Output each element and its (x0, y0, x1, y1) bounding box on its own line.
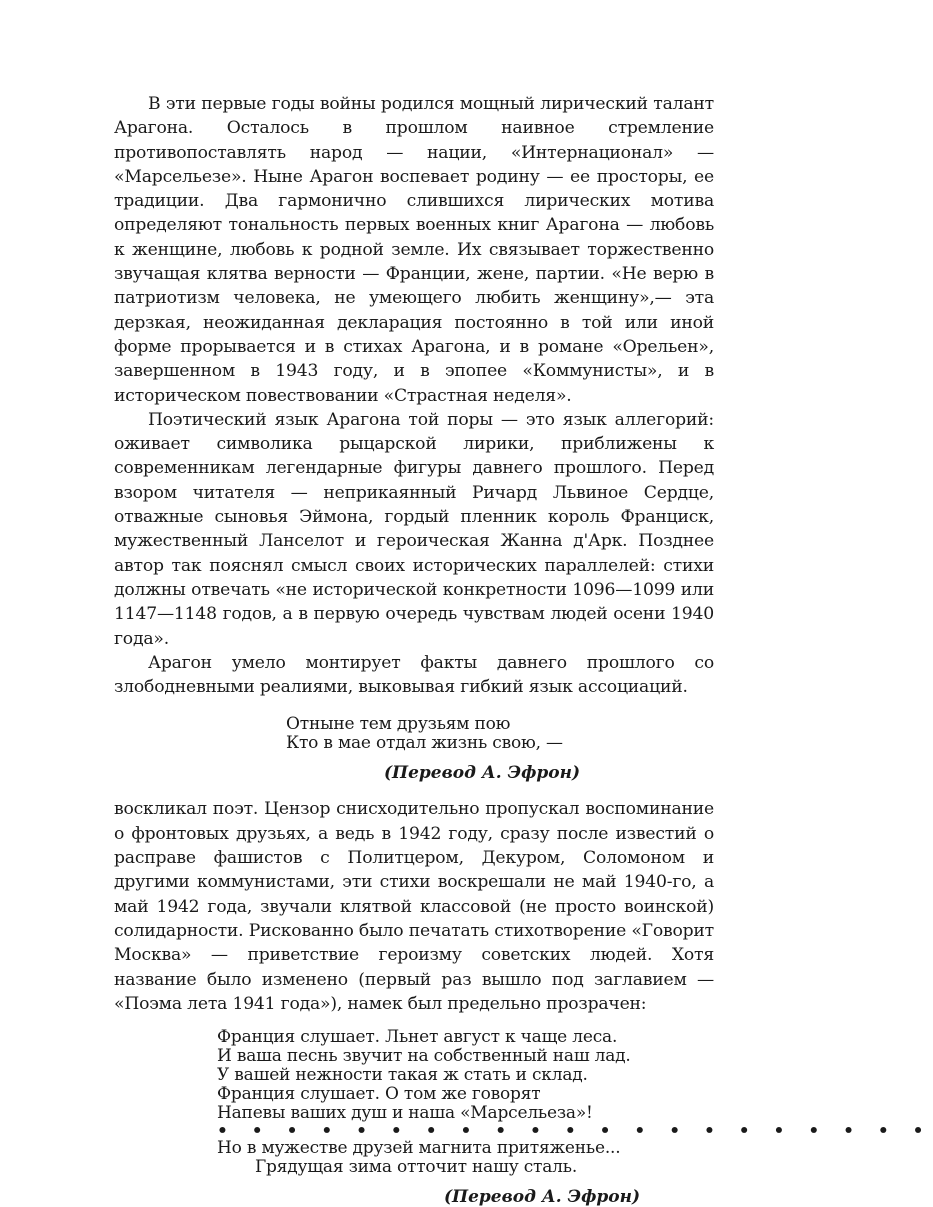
translator-credit-1: (Перевод А. Эфрон) (384, 763, 581, 784)
verse-line: Напевы ваших душ и наша «Марсельеза»! (217, 1103, 593, 1124)
verse-line: Отныне тем друзьям пою (286, 714, 511, 735)
verse-quote-2 (217, 1027, 933, 1178)
verse-line: И ваша песнь звучит на собственный наш лад. (217, 1046, 631, 1067)
verse-line: Но в мужестве друзей магнита притяженье... (217, 1138, 621, 1159)
translator-credit-2: (Перевод А. Эфрон) (444, 1187, 641, 1207)
verse-ellipsis: • • • • • • • • • • • • • • • • • • • • • (217, 1121, 933, 1142)
verse-quote-1 (286, 715, 714, 753)
verse-line: Франция слушает. Льнет август к чаще леса. (217, 1027, 618, 1048)
paragraph-2: Поэтический язык Арагона той поры — это язык аллегорий: оживает символика рыцарской лирики, приближены к современникам легендарные фигуры давнего прошлого. Перед взором читателя — неприкаянный Ричард Львиное Сердце, отважные сыновья Эймона, гордый пленник король Франциск, мужественный Ланселот и героическая Жанна д'Арк. Позднее автор так пояснял смысл своих исторических параллелей: стихи должны отвечать «не исторической конкретности 1096—1099 или 1147—1148 годов, а в первую очередь чувствам людей осени 1940 года». (114, 409, 714, 649)
book-page (114, 92, 933, 1207)
verse-line: Франция слушает. О том же говорят (217, 1084, 541, 1105)
verse-line: У вашей нежности такая ж стать и склад. (217, 1065, 588, 1086)
paragraph-4: воскликал поэт. Цензор снисходительно пропускал воспоминание о фронтовых друзьях, а ведь в 1942 году, сразу после известий о расправе фашистов с Политцером, Декуром, Соломоном и другими коммунистами, эти стихи воскрешали не май 1940-го, а май 1942 года, звучали клятвой классовой (не просто воинской) солидарности. Рискованно было печатать стихотворение «Говорит Москва» — приветствие героизму советских людей. Хотя название было изменено (первый раз вышло под заглавием — «Поэма лета 1941 года»), намек был предельно прозрачен: (114, 799, 714, 1014)
verse-line: Кто в мае отдал жизнь свою, — (286, 733, 563, 754)
verse-line: Грядущая зима отточит нашу сталь. (255, 1157, 578, 1178)
paragraph-1: В эти первые годы войны родился мощный лирический талант Арагона. Осталось в прошлом наивное стремление противопоставлять народ — нации, «Интернационал» — «Марсельезе». Ныне Арагон воспевает родину — ее просторы, ее традиции. Два гармонично слившихся лирических мотива определяют тональность первых военных книг Арагона — любовь к женщине, любовь к родной земле. Их связывает торжественно звучащая клятва верности — Франции, жене, партии. «Не верю в патриотизм человека, не умеющего любить женщину»,— эта дерзкая, неожиданная декларация постоянно в той или иной форме прорывается и в стихах Арагона, и в романе «Орельен», завершенном в 1943 году, и в эпопее «Коммунисты», и в историческом повествовании «Страстная неделя». (114, 94, 714, 406)
paragraph-3: Арагон умело монтирует факты давнего прошлого со злободневными реалиями, выковывая гибкий язык ассоциаций. (114, 652, 714, 698)
